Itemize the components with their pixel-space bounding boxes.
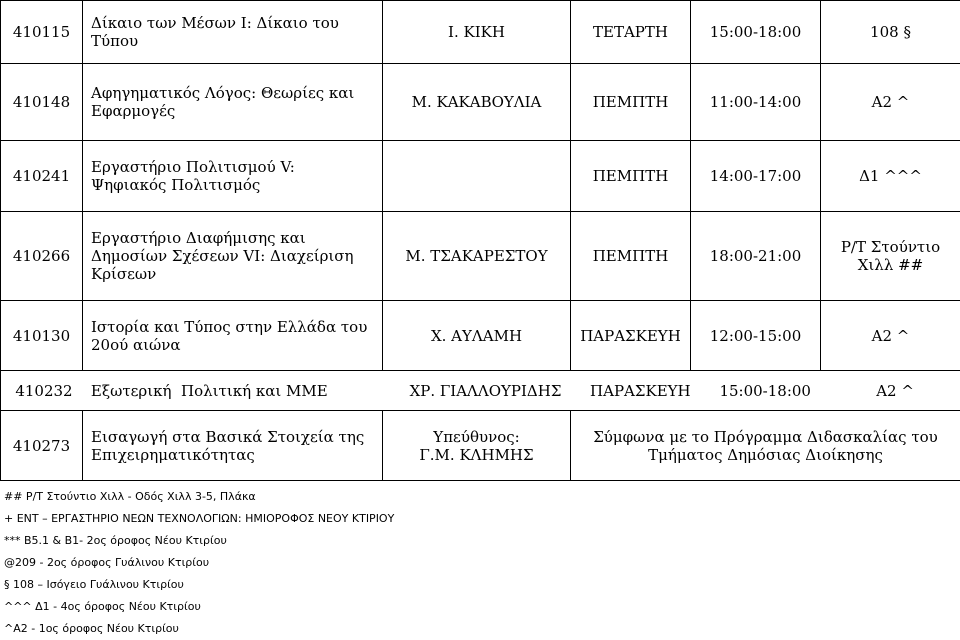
course-title: Εργαστήριο Πολιτισμού V: Ψηφιακός Πολιτισμός — [83, 141, 383, 212]
course-title: Ιστορία και Τύπος στην Ελλάδα του 20ού αιώνα — [83, 301, 383, 371]
course-day: ΠΕΜΠΤΗ — [571, 64, 691, 141]
course-instructor: Χ. ΑΥΛΑΜΗ — [383, 301, 571, 371]
footnote-line: *** Β5.1 & Β1- 2ος όροφος Νέου Κτιρίου — [4, 530, 524, 552]
course-instructor: Ι. ΚΙΚΗ — [383, 1, 571, 64]
course-instructor: Μ. ΤΣΑΚΑΡΕΣΤΟΥ — [383, 212, 571, 301]
schedule-note-line: Τμήματος Δημόσιας Διοίκησης — [579, 446, 952, 464]
course-title: Εισαγωγή στα Βασικά Στοιχεία της Επιχειρηματικότητας — [83, 411, 383, 481]
course-day: ΠΑΡΑΣΚΕΥΗ — [580, 382, 700, 400]
footnote-line: ^^^ Δ1 - 4ος όροφος Νέου Κτιρίου — [4, 596, 524, 618]
merged-course-row — [1, 371, 960, 411]
footnote-line: § 108 – Ισόγειο Γυάλινου Κτιρίου — [4, 574, 524, 596]
schedule-note-line: Σύμφωνα με το Πρόγραμμα Διδασκαλίας του — [579, 428, 952, 446]
course-code: 410273 — [1, 411, 83, 481]
course-code: 410266 — [1, 212, 83, 301]
course-title: Εργαστήριο Διαφήμισης και Δημοσίων Σχέσεων VI: Διαχείριση Κρίσεων — [83, 212, 383, 301]
course-time: 15:00-18:00 — [691, 1, 821, 64]
course-title: Εξωτερική Πολιτική και ΜΜΕ — [83, 382, 391, 400]
course-time: 15:00-18:00 — [700, 382, 830, 400]
footnote-line: + ΕΝΤ – ΕΡΓΑΣΤΗΡΙΟ ΝΕΩΝ ΤΕΧΝΟΛΟΓΙΩΝ: ΗΜΙΟΡΟΦΟΣ ΝΕΟΥ ΚΤΙΡΙΟΥ — [4, 508, 524, 530]
course-title: Αφηγηματικός Λόγος: Θεωρίες και Εφαρμογές — [83, 64, 383, 141]
footnotes — [0, 486, 524, 640]
footnote-line: ^Α2 - 1ος όροφος Νέου Κτιρίου — [4, 618, 524, 640]
footnote-line: @209 - 2ος όροφος Γυάλινου Κτιρίου — [4, 552, 524, 574]
course-instructor-cell — [383, 411, 571, 481]
course-code: 410232 — [5, 382, 83, 400]
course-instructor: ΧΡ. ΓΙΑΛΛΟΥΡΙΔΗΣ — [391, 382, 581, 400]
course-instructor — [383, 141, 571, 212]
table-row — [1, 371, 960, 411]
table-row — [1, 301, 960, 371]
table-row — [1, 411, 960, 481]
course-time: 12:00-15:00 — [691, 301, 821, 371]
course-day: ΠΕΜΠΤΗ — [571, 212, 691, 301]
course-time: 11:00-14:00 — [691, 64, 821, 141]
course-title: Δίκαιο των Μέσων Ι: Δίκαιο του Τύπου — [83, 1, 383, 64]
course-room: Α2 ^ — [821, 301, 960, 371]
course-room: 108 § — [821, 1, 960, 64]
course-day: ΠΕΜΠΤΗ — [571, 141, 691, 212]
course-code: 410241 — [1, 141, 83, 212]
course-room: Α2 ^ — [830, 382, 960, 400]
course-room: Δ1 ^^^ — [821, 141, 960, 212]
footnote-line: ## Ρ/Τ Στούντιο Χιλλ - Οδός Χιλλ 3-5, Πλάκα — [4, 486, 524, 508]
course-room: Α2 ^ — [821, 64, 960, 141]
course-day: ΠΑΡΑΣΚΕΥΗ — [571, 301, 691, 371]
table-row — [1, 1, 960, 64]
instructor-label: Υπεύθυνος: — [391, 428, 562, 446]
course-code: 410115 — [1, 1, 83, 64]
course-time: 14:00-17:00 — [691, 141, 821, 212]
table-row — [1, 212, 960, 301]
course-code: 410148 — [1, 64, 83, 141]
schedule-note-cell — [571, 411, 960, 481]
course-room: Ρ/Τ Στούντιο Χιλλ ## — [821, 212, 960, 301]
course-code: 410130 — [1, 301, 83, 371]
table-row — [1, 64, 960, 141]
course-time: 18:00-21:00 — [691, 212, 821, 301]
course-day: ΤΕΤΑΡΤΗ — [571, 1, 691, 64]
course-instructor: Γ.Μ. ΚΛΗΜΗΣ — [391, 446, 562, 464]
course-instructor: Μ. ΚΑΚΑΒΟΥΛΙΑ — [383, 64, 571, 141]
table-row — [1, 141, 960, 212]
